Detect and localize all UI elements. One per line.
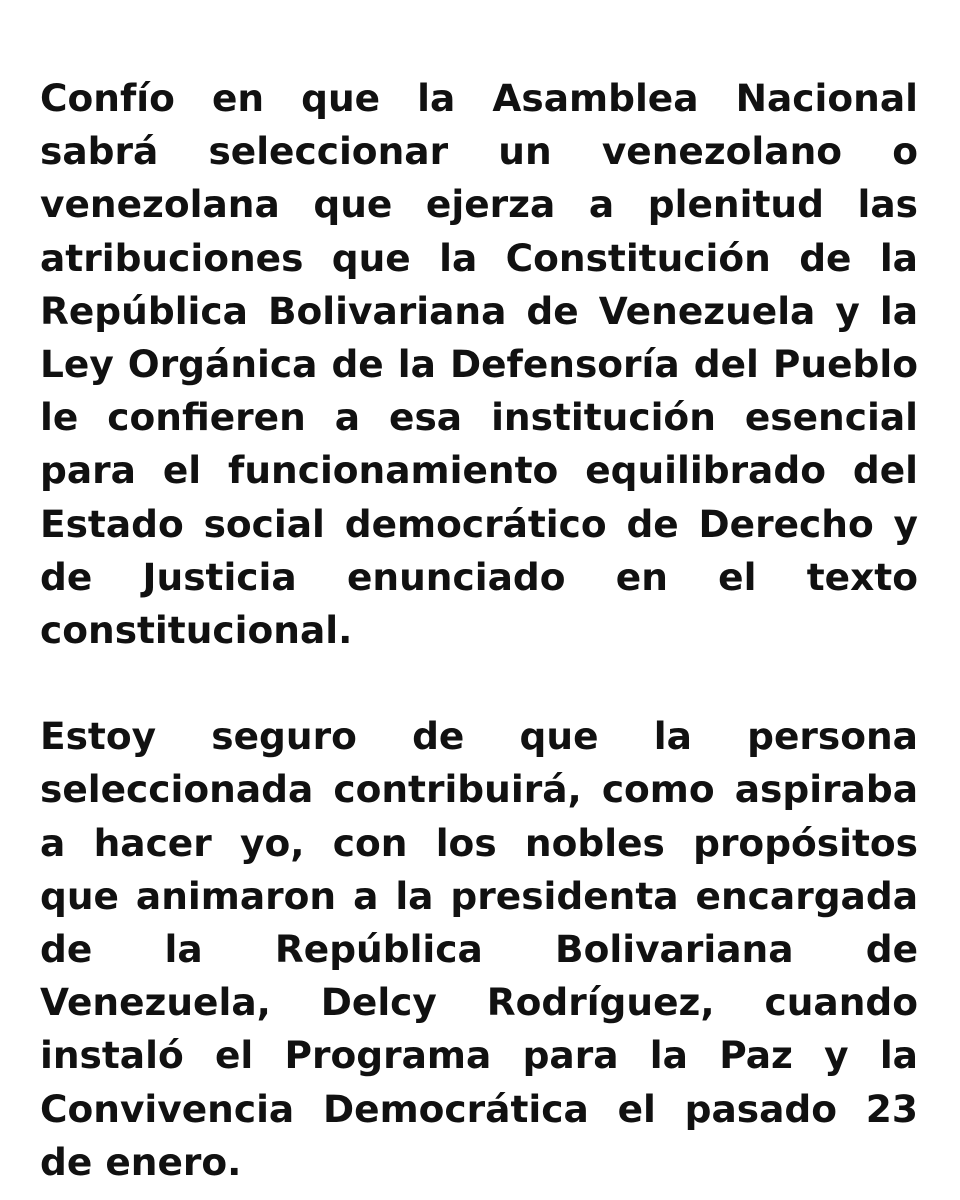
document-page xyxy=(40,72,918,1189)
paragraph-national-assembly: Confío en que la Asamblea Nacional sabrá seleccionar un venezolano o venezolana que ejerza a plenitud las atribuciones que la Constitución de la República Bolivariana de Venezuela y la Ley Orgánica de la Defensoría del Pueblo le confieren a esa institución esencial para el funcionamiento equilibrado del Estado social democrático de Derecho y de Justicia enunciado en el texto constitucional. xyxy=(40,76,918,653)
paragraph-selected-person: Estoy seguro de que la persona seleccionada contribuirá, como aspiraba a hacer yo, con los nobles propósitos que animaron a la presidenta encargada de la República Bolivariana de Venezuela, Delcy Rodríguez, cuando instaló el Programa para la Paz y la Convivencia Democrática el pasado 23 de enero. xyxy=(40,714,918,1184)
